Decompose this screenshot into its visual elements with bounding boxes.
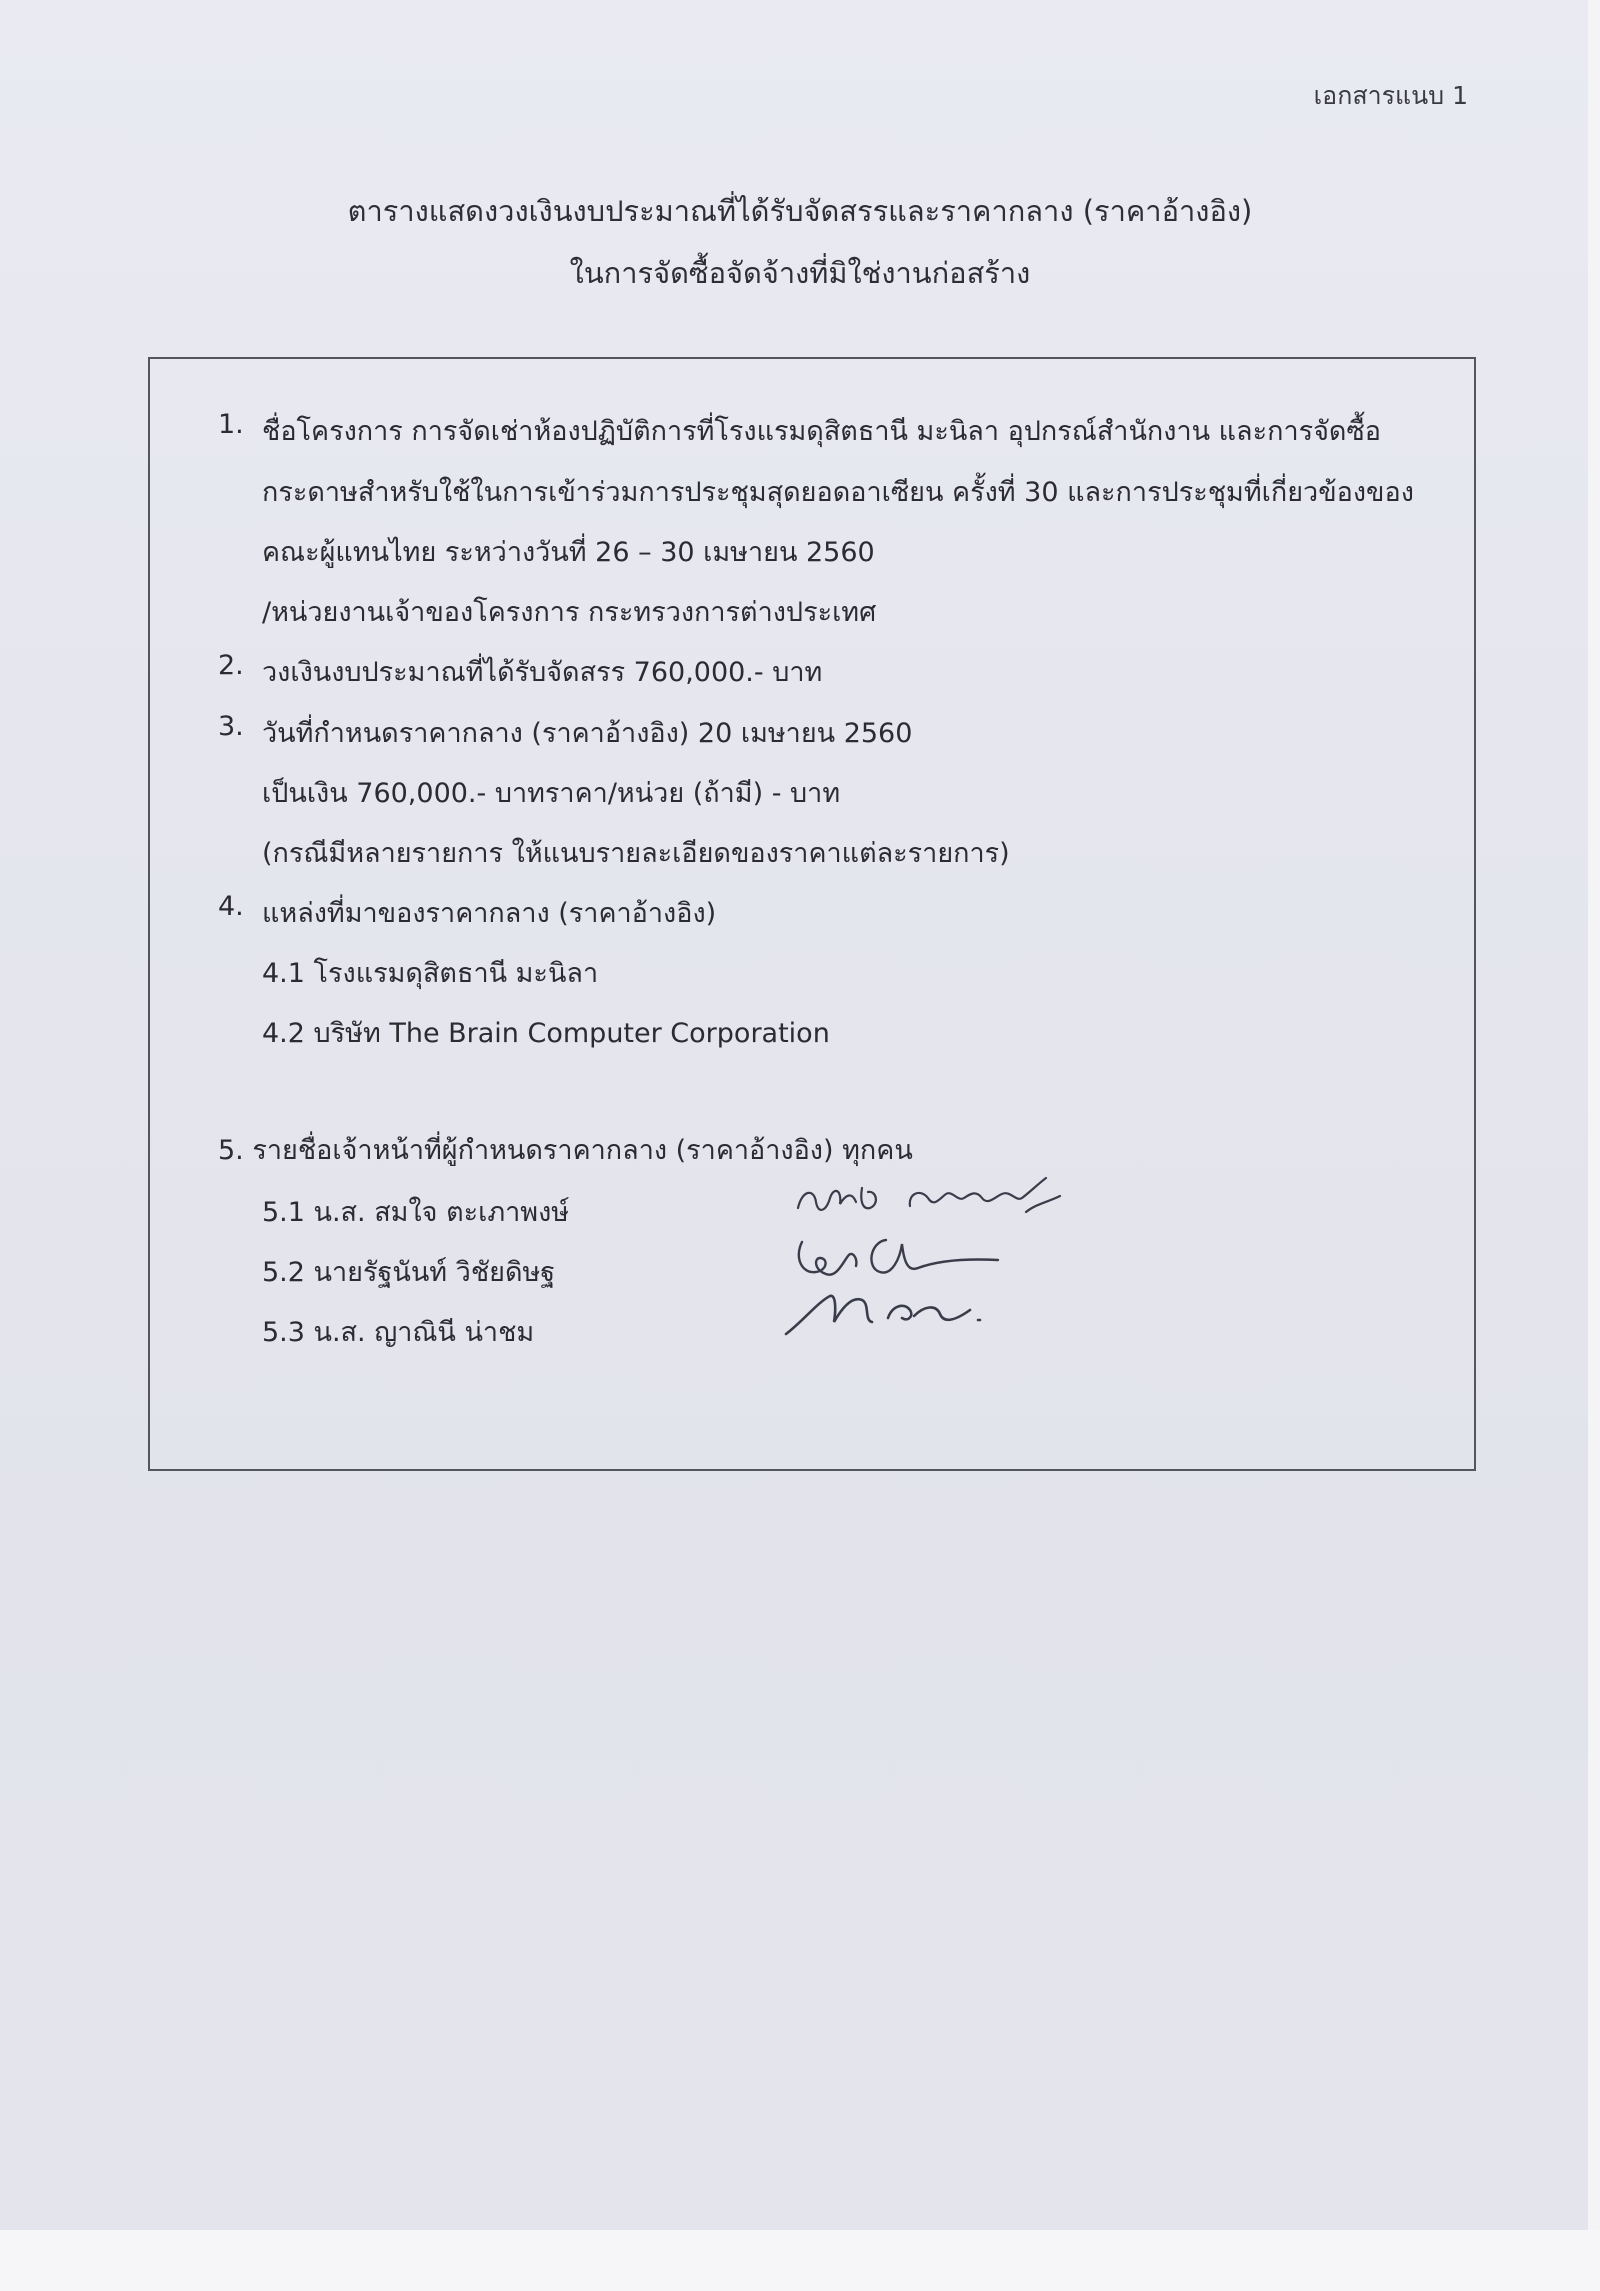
item-1-line-1: ชื่อโครงการ การจัดเช่าห้องปฏิบัติการที่โรงแรมดุสิตธานี มะนิลา อุปกรณ์สำนักงาน และการจัดซื้อ [262, 416, 1382, 447]
signature-2 [788, 1228, 1018, 1288]
item-3-line-3: (กรณีมีหลายรายการ ให้แนบรายละเอียดของราคาแต่ละรายการ) [262, 838, 1010, 869]
signature-1 [790, 1168, 1080, 1228]
item-5-sub-3: 5.3 น.ส. ญาณินี น่าชม [262, 1317, 535, 1348]
item-4-sub-1: 4.1 โรงแรมดุสิตธานี มะนิลา [262, 958, 599, 989]
item-4-sub-2: 4.2 บริษัท The Brain Computer Corporation [262, 1018, 830, 1049]
document-title-line-1: ตารางแสดงวงเงินงบประมาณที่ได้รับจัดสรรและราคากลาง (ราคาอ้างอิง) [347, 194, 1253, 228]
item-3-number: 3. [218, 711, 244, 742]
item-5-heading: 5. รายชื่อเจ้าหน้าที่ผู้กำหนดราคากลาง (ราคาอ้างอิง) ทุกคน [218, 1135, 913, 1166]
item-1-line-2: กระดาษสำหรับใช้ในการเข้าร่วมการประชุมสุดยอดอาเซียน ครั้งที่ 30 และการประชุมที่เกี่ยวข้องของ [262, 477, 1414, 508]
item-1-line-3: คณะผู้แทนไทย ระหว่างวันที่ 26 – 30 เมษายน 2560 [262, 537, 875, 568]
item-5-sub-1: 5.1 น.ส. สมใจ ตะเภาพงษ์ [262, 1197, 570, 1228]
item-3-line-1: วันที่กำหนดราคากลาง (ราคาอ้างอิง) 20 เมษายน 2560 [262, 718, 913, 749]
item-4-line-1: แหล่งที่มาของราคากลาง (ราคาอ้างอิง) [262, 898, 717, 929]
page-bottom-margin [0, 2230, 1600, 2291]
signature-3 [780, 1280, 1000, 1340]
item-1-number: 1. [218, 409, 244, 440]
item-2-line-1: วงเงินงบประมาณที่ได้รับจัดสรร 760,000.- บาท [262, 657, 823, 688]
document-title-line-2: ในการจัดซื้อจัดจ้างที่มิใช่งานก่อสร้าง [569, 256, 1031, 290]
item-3-line-2: เป็นเงิน 760,000.- บาทราคา/หน่วย (ถ้ามี) - บาท [262, 778, 841, 809]
attachment-label: เอกสารแนบ 1 [1313, 81, 1468, 110]
item-2-number: 2. [218, 650, 244, 681]
item-4-number: 4. [218, 891, 244, 922]
item-5-sub-2: 5.2 นายรัฐนันท์ วิชัยดิษฐ [262, 1257, 556, 1288]
item-1-line-4: /หน่วยงานเจ้าของโครงการ กระทรวงการต่างประเทศ [262, 597, 877, 628]
page-right-margin [1588, 0, 1600, 2230]
